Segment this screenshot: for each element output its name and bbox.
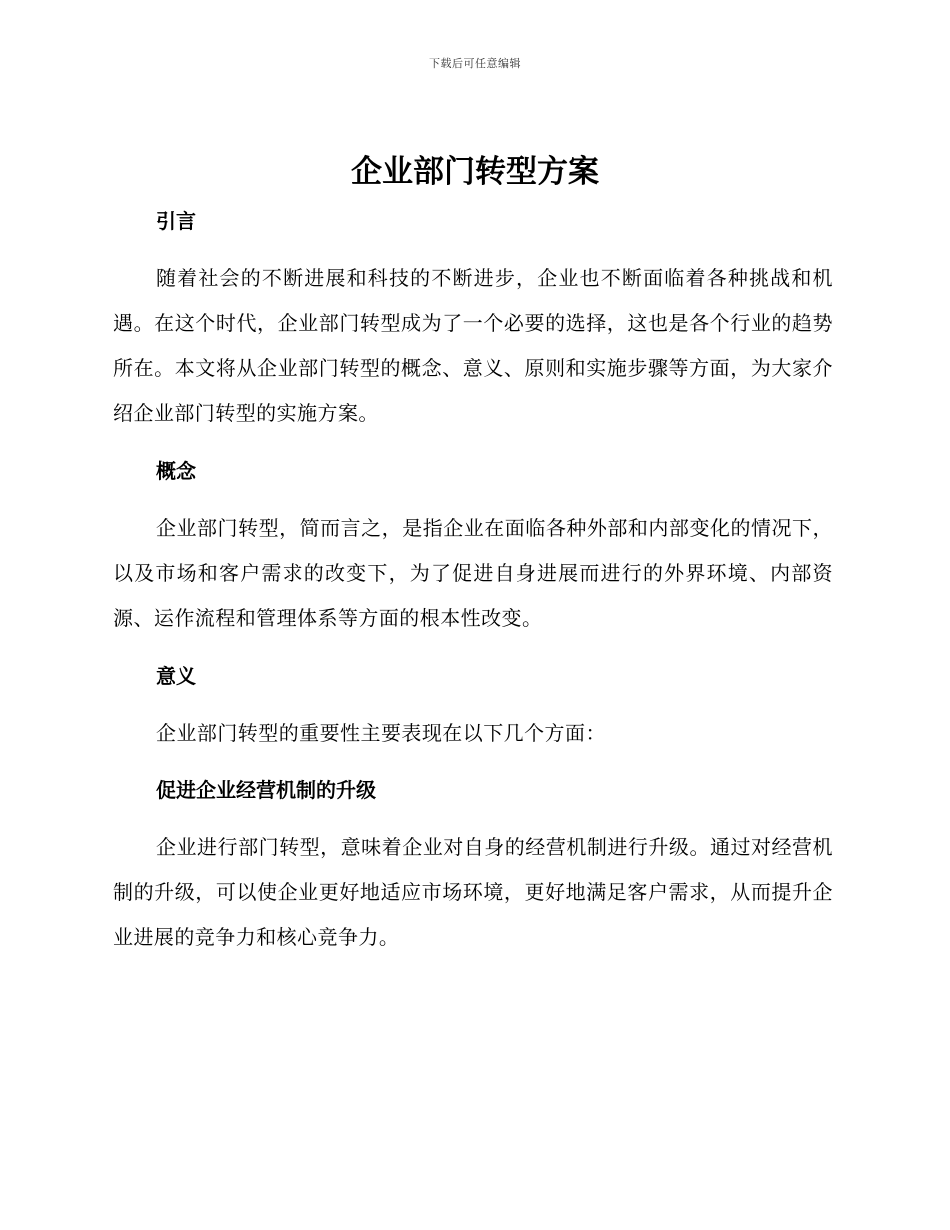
document-title: 企业部门转型方案	[351, 154, 599, 190]
section-paragraph-concept: 企业部门转型，简而言之，是指企业在面临各种外部和内部变化的情况下，以及市场和客户需求的改变下，为了促进自身进展而进行的外界环境、内部资源、运作流程和管理体系等方面的根本性改变。	[113, 516, 833, 630]
section-paragraph-intro: 随着社会的不断进展和科技的不断进步，企业也不断面临着各种挑战和机遇。在这个时代，企业部门转型成为了一个必要的选择，这也是各个行业的趋势所在。本文将从企业部门转型的概念、意义、原则和实施步骤等方面，为大家介绍企业部门转型的实施方案。	[113, 266, 833, 425]
section-heading-concept: 概念	[156, 459, 196, 483]
section-paragraph-upgrade: 企业进行部门转型，意味着企业对自身的经营机制进行升级。通过对经营机制的升级，可以使企业更好地适应市场环境，更好地满足客户需求，从而提升企业进展的竞争力和核心竞争力。	[113, 835, 833, 949]
header-note: 下载后可任意编辑	[429, 57, 521, 70]
section-paragraph-significance: 企业部门转型的重要性主要表现在以下几个方面：	[156, 721, 606, 745]
section-heading-significance: 意义	[156, 664, 196, 688]
section-heading-upgrade: 促进企业经营机制的升级	[156, 778, 376, 802]
section-heading-intro: 引言	[156, 209, 196, 233]
